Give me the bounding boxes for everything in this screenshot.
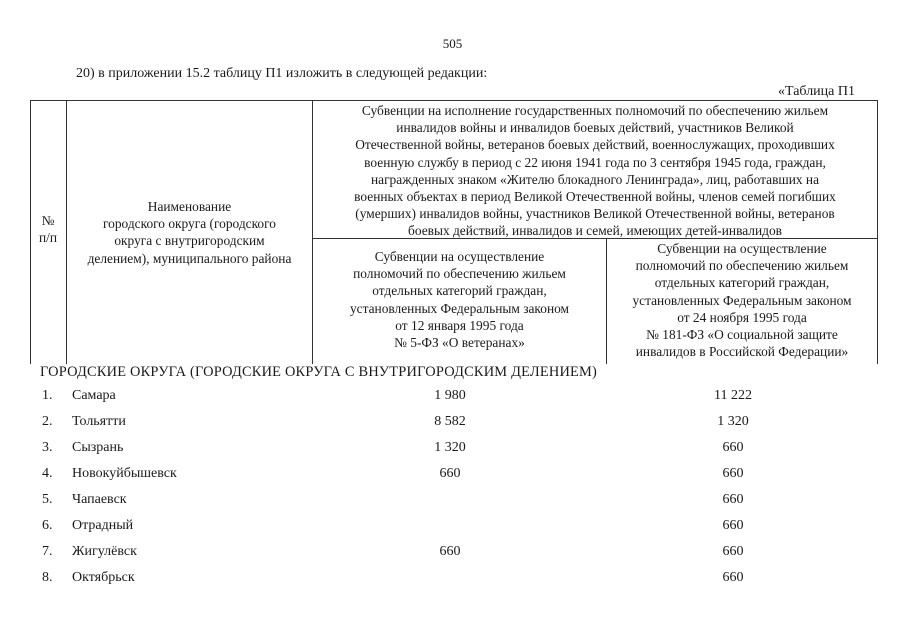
veterans-subsidy-value: 1 980 — [434, 388, 466, 403]
table-row — [0, 544, 905, 570]
district-name: Отрадный — [72, 518, 134, 533]
table-row — [0, 518, 905, 544]
disabled-subsidy-value: 660 — [722, 544, 744, 559]
row-number: 8. — [42, 570, 53, 585]
district-name: Сызрань — [72, 440, 124, 455]
intro-text: 20) в приложении 15.2 таблицу П1 изложить в следующей редакции: — [76, 66, 488, 81]
disabled-subsidy-value: 660 — [722, 466, 744, 481]
district-name: Чапаевск — [72, 492, 127, 507]
header-top-border — [30, 100, 878, 101]
row-number: 3. — [42, 440, 53, 455]
table-row — [0, 414, 905, 440]
table-label: «Таблица П1 — [778, 84, 855, 99]
disabled-subsidy-value: 660 — [722, 518, 744, 533]
row-number: 4. — [42, 466, 53, 481]
disabled-subsidy-value: 11 222 — [714, 388, 752, 403]
table-row — [0, 570, 905, 596]
name-column-header: Наименование городского округа (городского округа с внутригородским делением), муниципального района — [87, 199, 292, 266]
district-name: Октябрьск — [72, 570, 135, 585]
veterans-subsidy-value: 660 — [439, 544, 461, 559]
disabled-subsidy-value: 660 — [722, 492, 744, 507]
district-name: Жигулёвск — [72, 544, 137, 559]
subsidy-veterans-header: Субвенции на осуществление полномочий по обеспечению жильем отдельных категорий граждан, установленных Федеральным законом от 12 января 1995 года № 5-ФЗ «О ветеранах» — [349, 249, 570, 351]
table-row — [0, 466, 905, 492]
district-name: Новокуйбышевск — [72, 466, 177, 481]
district-name: Самара — [72, 388, 116, 403]
row-number: 5. — [42, 492, 53, 507]
row-number: 7. — [42, 544, 53, 559]
veterans-subsidy-value: 8 582 — [434, 414, 466, 429]
district-name: Тольятти — [72, 414, 126, 429]
veterans-subsidy-value: 1 320 — [434, 440, 466, 455]
table-row — [0, 440, 905, 466]
veterans-subsidy-value: 660 — [439, 466, 461, 481]
subsidy-disabled-header: Субвенции на осуществление полномочий по обеспечению жильем отдельных категорий граждан, установленных Федеральным законом от 24 ноября 1995 года № 181-ФЗ «О социальной защите инвалидов в Российской Федерации» — [632, 241, 852, 360]
main-column-header: Субвенции на исполнение государственных полномочий по обеспечению жильем инвалидов войны и инвалидов боевых действий, участников Великой Отечественной войны, ветеранов боевых действий, военнослужащих, проходивших военную службу в период с 22 июня 1941 года по 3 сентября 1945 года, граждан, награжденных знаком «Жителю блокадного Ленинграда», лиц, работавших на военных объектах в период Великой Отечественной войны, членов семей погибших (умерших) инвалидов войны, участников Великой Отечественной войны, ветеранов боевых действий, инвалидов и семей, имеющих детей-инвалидов — [354, 103, 836, 239]
disabled-subsidy-value: 660 — [722, 440, 744, 455]
page-number: 505 — [442, 36, 463, 51]
row-number: 2. — [42, 414, 53, 429]
table-row — [0, 492, 905, 518]
disabled-subsidy-value: 660 — [722, 570, 744, 585]
section-heading: ГОРОДСКИЕ ОКРУГА (ГОРОДСКИЕ ОКРУГА С ВНУТРИГОРОДСКИМ ДЕЛЕНИЕМ) — [40, 364, 598, 380]
disabled-subsidy-value: 1 320 — [717, 414, 749, 429]
row-number: 6. — [42, 518, 53, 533]
num-column-header: № п/п — [38, 213, 58, 246]
table-header — [30, 100, 878, 364]
row-number: 1. — [42, 388, 53, 403]
header-right-border — [877, 100, 878, 364]
table-row — [0, 388, 905, 414]
